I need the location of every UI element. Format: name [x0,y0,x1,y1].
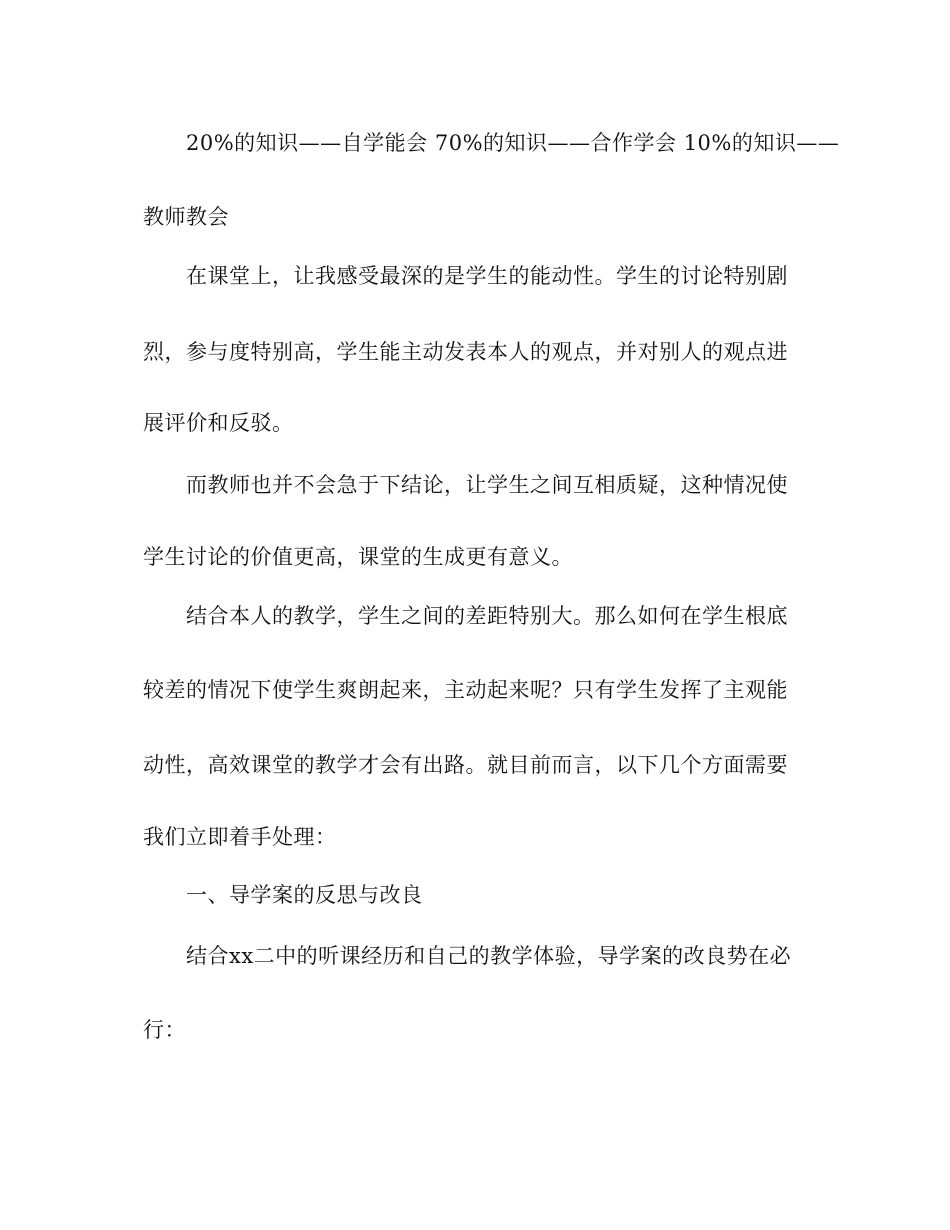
text-line-2: 教师教会 [143,205,229,229]
text-line-14: 行： [143,1018,186,1042]
text-line-1: 20%的知识——自学能会 70%的知识——合作学会 10%的知识—— [186,131,840,155]
text-line-6: 而教师也并不会急于下结论，让学生之间互相质疑，这种情况使 [186,473,788,497]
text-line-5: 展评价和反驳。 [143,411,294,435]
text-line-3: 在课堂上，让我感受最深的是学生的能动性。学生的讨论特别剧 [186,264,788,288]
text-line-11: 我们立即着手处理： [143,825,337,849]
section-heading: 一、导学案的反思与改良 [186,883,423,907]
text-line-9: 较差的情况下使学生爽朗起来，主动起来呢？只有学生发挥了主观能 [143,678,788,702]
text-line-7: 学生讨论的价值更高，课堂的生成更有意义。 [143,545,573,569]
text-line-13: 结合xx二中的听课经历和自己的教学体验，导学案的改良势在必 [186,944,792,968]
text-line-8: 结合本人的教学，学生之间的差距特别大。那么如何在学生根底 [186,604,788,628]
text-line-4: 烈，参与度特别高，学生能主动发表本人的观点，并对别人的观点进 [143,340,788,364]
text-line-10: 动性，高效课堂的教学才会有出路。就目前而言，以下几个方面需要 [143,753,788,777]
